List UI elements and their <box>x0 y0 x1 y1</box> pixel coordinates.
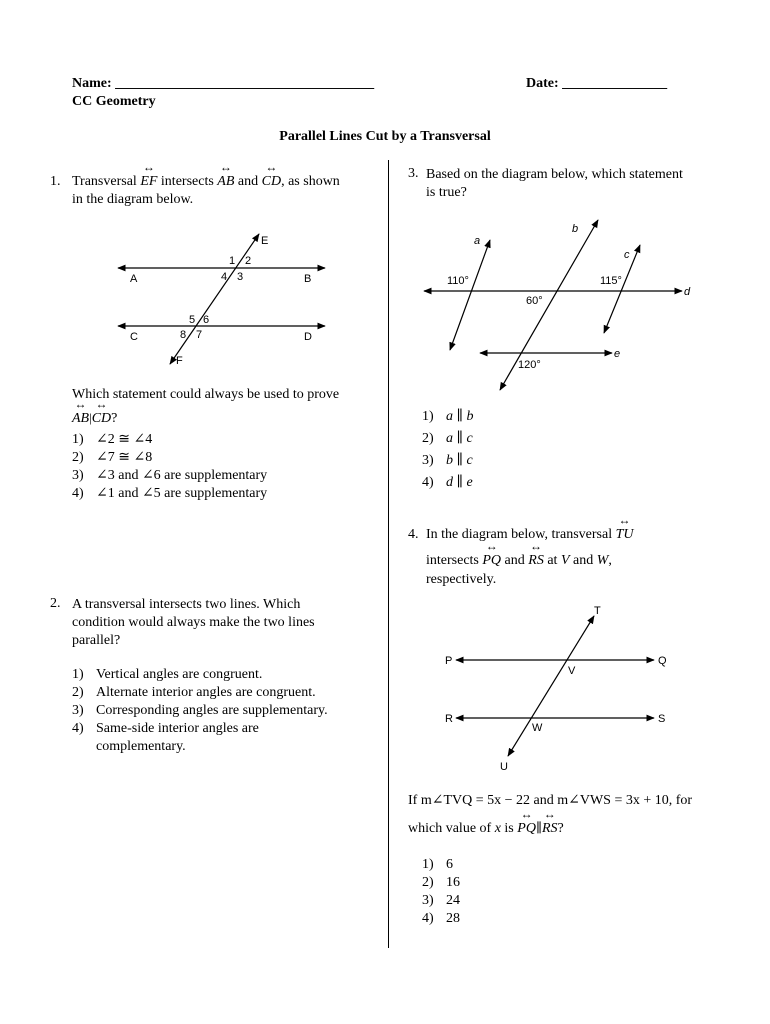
option-number: 2) <box>72 685 84 700</box>
q4-text-f: , <box>608 553 612 568</box>
q1-prompt-par: | <box>89 410 92 425</box>
q1-option-1[interactable] <box>72 431 152 449</box>
option-text: 24 <box>446 893 460 908</box>
option-text: Same-side interior angles are <box>96 721 259 736</box>
q4-text-d: at <box>547 553 558 568</box>
q4-number: 4. <box>408 527 419 542</box>
q1-angle-6: 6 <box>203 314 210 326</box>
q4-option-2[interactable] <box>422 874 460 892</box>
option-number: 3) <box>72 468 84 483</box>
q1-line-cd: ↔ CD <box>262 174 281 190</box>
q3-line-1: Based on the diagram below, which statement <box>426 167 683 182</box>
name-field <box>72 76 374 92</box>
option-number: 1) <box>422 857 434 872</box>
q4-cond-text-c: is <box>504 821 514 836</box>
q1-angle-2: 2 <box>245 255 252 267</box>
q4-text-e: and <box>573 553 594 568</box>
option-text: 28 <box>446 911 460 926</box>
q1-text-e: in the diagram below. <box>72 192 194 207</box>
q1-angle-5: 5 <box>189 314 196 326</box>
option-text: 16 <box>446 875 460 890</box>
option-text: ∠2 ≅ ∠4 <box>96 432 153 447</box>
q1-label-a: A <box>130 273 138 285</box>
q1-option-3[interactable] <box>72 467 267 485</box>
q1-label-c: C <box>130 331 138 343</box>
q4-point-v: V <box>560 553 570 568</box>
option-text: 6 <box>446 857 453 872</box>
q2-option-2[interactable] <box>72 684 316 702</box>
q1-text-c: and <box>237 174 259 189</box>
q1-prompt-lines <box>72 410 117 427</box>
q1-angle-4: 4 <box>221 271 228 283</box>
option-text: a ∥ b <box>446 409 474 424</box>
q4-label-u: U <box>500 761 508 773</box>
q4-text-a: In the diagram below, transversal <box>426 527 613 542</box>
q4-cond-par: ∥ <box>535 820 542 835</box>
option-number: 2) <box>422 875 434 890</box>
option-text: ∠1 and ∠5 are supplementary <box>96 486 268 501</box>
q1-line-ab: ↔ AB <box>217 174 234 190</box>
q4-option-3[interactable] <box>422 892 460 910</box>
q4-line-pq: ↔ PQ <box>482 553 501 569</box>
q4-option-1[interactable] <box>422 856 453 874</box>
q4-text-g: respectively. <box>426 572 497 587</box>
q1-angle-3: 3 <box>237 271 244 283</box>
q4-text-b: intersects <box>426 553 479 568</box>
date-label: Date: <box>526 76 559 91</box>
q3-option-1[interactable] <box>422 408 473 426</box>
q2-line-1: A transversal intersects two lines. Which <box>72 597 301 612</box>
q2-option-3[interactable] <box>72 702 328 720</box>
q1-text-d: , as shown <box>281 174 340 189</box>
q3-diagram <box>412 218 712 396</box>
q2-line-2: condition would always make the two lines <box>72 615 315 630</box>
q2-option-4-cont: complementary. <box>96 739 186 754</box>
q1-prompt-end: ? <box>111 411 118 426</box>
option-number: 3) <box>422 453 434 468</box>
date-blank: _______________ <box>562 76 668 91</box>
q4-cond-end: ? <box>557 821 564 836</box>
q3-line-a <box>450 240 490 350</box>
course-name: CC Geometry <box>72 94 156 109</box>
q1-prompt: Which statement could always be used to prove <box>72 387 340 402</box>
date-field <box>526 76 667 92</box>
q1-label-d: D <box>304 331 312 343</box>
q1-text-a: Transversal <box>72 174 137 189</box>
q1-label-f: F <box>176 355 183 367</box>
q3-line-b <box>500 220 598 390</box>
option-text: Alternate interior angles are congruent. <box>96 685 316 700</box>
option-text: ∠7 ≅ ∠8 <box>96 450 153 465</box>
q3-label-a: a <box>474 235 481 247</box>
q4-label-s: S <box>658 713 666 725</box>
q3-option-2[interactable] <box>422 430 473 448</box>
q4-condition-a: If m∠TVQ = 5x − 22 and m∠VWS = 3x + 10, for <box>408 793 693 808</box>
q3-angle-120: 120° <box>518 359 541 371</box>
q2-number: 2. <box>50 596 61 611</box>
q1-label-b: B <box>304 273 312 285</box>
page-title: Parallel Lines Cut by a Transversal <box>279 129 491 144</box>
q3-label-d: d <box>684 286 691 298</box>
q1-prompt-cd: ↔ CD <box>92 411 111 427</box>
q1-label-e: E <box>261 235 269 247</box>
name-blank: _____________________________________ <box>115 76 375 91</box>
column-divider <box>388 160 389 948</box>
q1-transversal-ef <box>170 234 259 364</box>
q4-stem-line-2 <box>426 553 612 569</box>
q4-label-v: V <box>568 665 576 677</box>
q1-angle-8: 8 <box>180 329 187 341</box>
q1-line-ef: ↔ EF <box>140 174 157 190</box>
q1-option-4[interactable] <box>72 485 267 503</box>
q4-text-c: and <box>504 553 525 568</box>
q4-label-t: T <box>594 605 601 617</box>
q1-number: 1. <box>50 174 61 189</box>
q4-cond-pq: ↔ PQ <box>517 821 536 837</box>
q3-angle-110: 110° <box>447 275 469 287</box>
q1-option-2[interactable] <box>72 449 152 467</box>
option-number: 4) <box>72 721 84 736</box>
q1-angle-7: 7 <box>196 329 203 341</box>
q2-line-3: parallel? <box>72 633 121 648</box>
q4-label-r: R <box>445 713 453 725</box>
q3-option-4[interactable] <box>422 474 473 492</box>
option-text: b ∥ c <box>446 453 473 468</box>
option-number: 2) <box>422 431 434 446</box>
q4-label-p: P <box>445 655 453 667</box>
q1-text-b: intersects <box>160 174 214 189</box>
q3-line-2: is true? <box>426 185 467 200</box>
q4-line-rs: ↔ RS <box>528 553 544 569</box>
q4-cond-text-b: which value of <box>408 821 492 836</box>
q4-line-tu: ↔ TU <box>616 527 634 543</box>
q3-label-b: b <box>572 223 579 235</box>
q3-angle-115: 115° <box>600 275 622 287</box>
q1-stem <box>72 174 340 190</box>
option-number: 1) <box>72 432 84 447</box>
option-text: a ∥ c <box>446 431 473 446</box>
name-label: Name: <box>72 76 112 91</box>
q1-prompt-ab: ↔ AB <box>72 411 89 427</box>
option-number: 3) <box>422 893 434 908</box>
q4-label-w: W <box>532 722 543 734</box>
q3-line-c <box>604 245 640 333</box>
option-number: 1) <box>422 409 434 424</box>
option-number: 1) <box>72 667 84 682</box>
option-number: 4) <box>72 486 84 501</box>
option-text: d ∥ e <box>446 475 473 490</box>
option-number: 4) <box>422 475 434 490</box>
q1-diagram <box>110 228 340 372</box>
option-number: 4) <box>422 911 434 926</box>
q2-option-1[interactable] <box>72 666 262 684</box>
option-number: 2) <box>72 450 84 465</box>
q4-cond-rs: ↔ RS <box>542 821 558 837</box>
q3-label-c: c <box>624 249 630 261</box>
option-text: Corresponding angles are supplementary. <box>96 703 328 718</box>
q4-label-q: Q <box>658 655 667 667</box>
q3-angle-60: 60° <box>526 295 543 307</box>
q3-label-e: e <box>614 348 621 360</box>
q2-stem <box>72 596 315 650</box>
q4-cond-x: x <box>494 821 501 836</box>
q4-transversal-tu <box>508 616 594 756</box>
q3-number: 3. <box>408 166 419 181</box>
q4-option-4[interactable] <box>422 910 460 928</box>
q4-point-w: W <box>596 553 609 568</box>
q3-option-3[interactable] <box>422 452 473 470</box>
q4-diagram <box>436 600 676 778</box>
q2-option-4[interactable] <box>72 720 259 738</box>
q4-condition-b <box>408 820 564 837</box>
q1-angle-1: 1 <box>229 255 236 267</box>
q3-stem <box>426 166 683 202</box>
option-text: ∠3 and ∠6 are supplementary <box>96 468 268 483</box>
option-text: Vertical angles are congruent. <box>96 667 263 682</box>
option-number: 3) <box>72 703 84 718</box>
